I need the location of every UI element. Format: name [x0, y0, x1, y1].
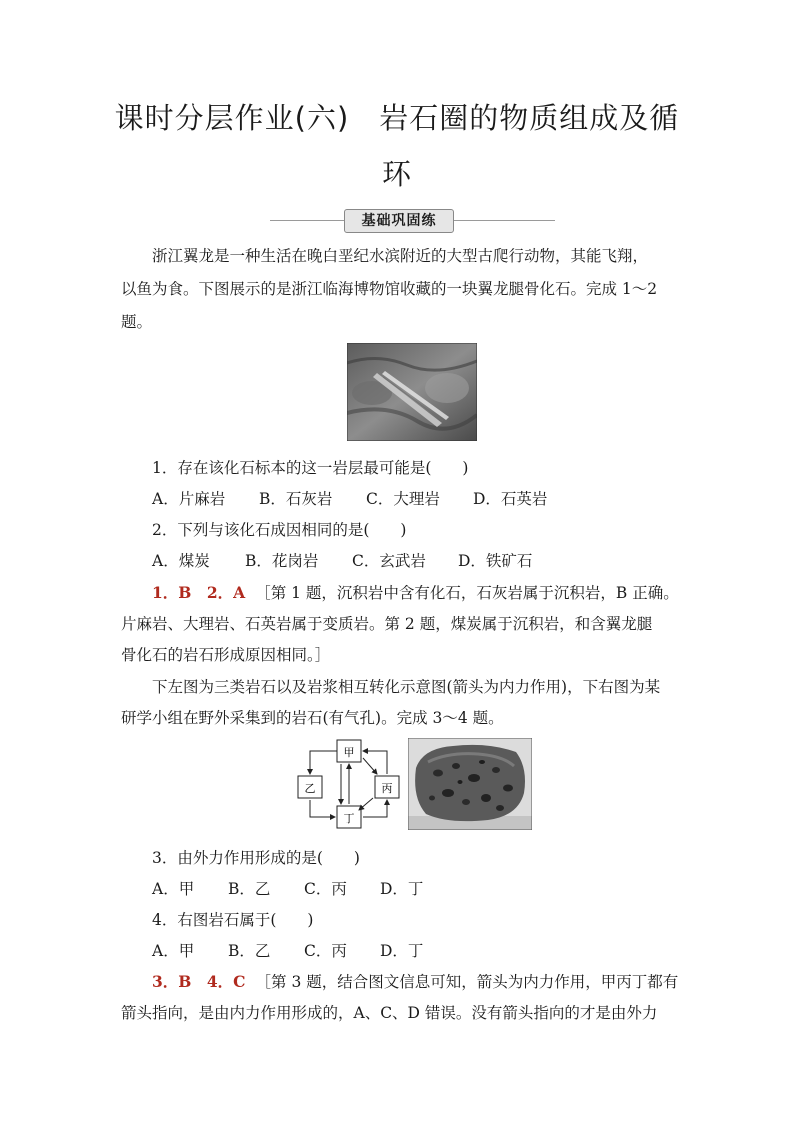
answer-1-2: [152, 583, 679, 603]
answer-3-4-text: ［第 3 题，结合图文信息可知，箭头为内力作用，甲丙丁都有: [255, 973, 679, 991]
answer-1-2-line3: 骨化石的岩石形成原因相同。］: [121, 646, 331, 664]
q1-option-d: D．石英岩: [473, 490, 548, 508]
intro2-line1: 下左图为三类岩石以及岩浆相互转化示意图(箭头为内力作用)，下右图为某: [152, 678, 661, 696]
page-title-line1: 课时分层作业(六) 岩石圈的物质组成及循: [114, 101, 680, 135]
q1-option-c: C．大理岩: [366, 490, 440, 508]
label-bing: 丙: [381, 782, 393, 795]
q3-stem: 3．由外力作用形成的是( ): [152, 849, 360, 867]
banner-rule-left: [270, 220, 344, 221]
q4-option-d: D．丁: [380, 942, 424, 960]
section-banner-label: 基础巩固练: [344, 209, 454, 233]
q4-option-a: A．甲: [152, 942, 195, 960]
q4-stem: 4．右图岩石属于( ): [152, 911, 314, 929]
answer-3-4-line2: 箭头指向，是由内力作用形成的，A、C、D 错误。没有箭头指向的才是由外力: [121, 1004, 658, 1022]
q2-option-a: A．煤炭: [152, 552, 210, 570]
intro1-line1: 浙江翼龙是一种生活在晚白垩纪水滨附近的大型古爬行动物，其能飞翔，: [152, 247, 649, 265]
label-jia: 甲: [343, 746, 355, 759]
section-banner: [270, 209, 555, 233]
q1-stem: 1．存在该化石标本的这一岩层最可能是( ): [152, 459, 469, 477]
answer-1-2-line2: 片麻岩、大理岩、石英岩属于变质岩。第 2 题，煤炭属于沉积岩，和含翼龙腿: [121, 615, 653, 633]
intro2-line2: 研学小组在野外采集到的岩石(有气孔)。完成 3～4 题。: [121, 709, 504, 727]
answer-3-4-label: 3．B 4．C: [152, 972, 246, 991]
intro1-line2: 以鱼为食。下图展示的是浙江临海博物馆收藏的一块翼龙腿骨化石。完成 1～2: [121, 280, 658, 298]
rock-cycle-diagram: [293, 738, 405, 830]
q4-option-c: C．丙: [304, 942, 347, 960]
fossil-photo: [347, 343, 477, 441]
q2-option-d: D．铁矿石: [458, 552, 533, 570]
answer-1-2-label: 1．B 2．A: [152, 583, 246, 602]
q2-option-b: B．花岗岩: [245, 552, 319, 570]
q2-option-c: C．玄武岩: [352, 552, 426, 570]
q3-option-b: B．乙: [228, 880, 271, 898]
q4-option-b: B．乙: [228, 942, 271, 960]
q2-stem: 2．下列与该化石成因相同的是( ): [152, 521, 407, 539]
answer-3-4: [152, 972, 678, 992]
label-ding: 丁: [343, 812, 355, 825]
answer-1-2-text: ［第 1 题，沉积岩中含有化石，石灰岩属于沉积岩，B 正确。: [255, 584, 679, 602]
q1-option-a: A．片麻岩: [152, 490, 226, 508]
intro1-line3: 题。: [121, 313, 153, 331]
q3-option-c: C．丙: [304, 880, 347, 898]
porous-rock-photo: [408, 738, 532, 830]
label-yi: 乙: [304, 782, 316, 795]
q1-option-b: B．石灰岩: [259, 490, 333, 508]
page-title-line2: 环: [381, 157, 412, 191]
q3-option-a: A．甲: [152, 880, 195, 898]
q3-option-d: D．丁: [380, 880, 424, 898]
banner-rule-right: [454, 220, 555, 221]
